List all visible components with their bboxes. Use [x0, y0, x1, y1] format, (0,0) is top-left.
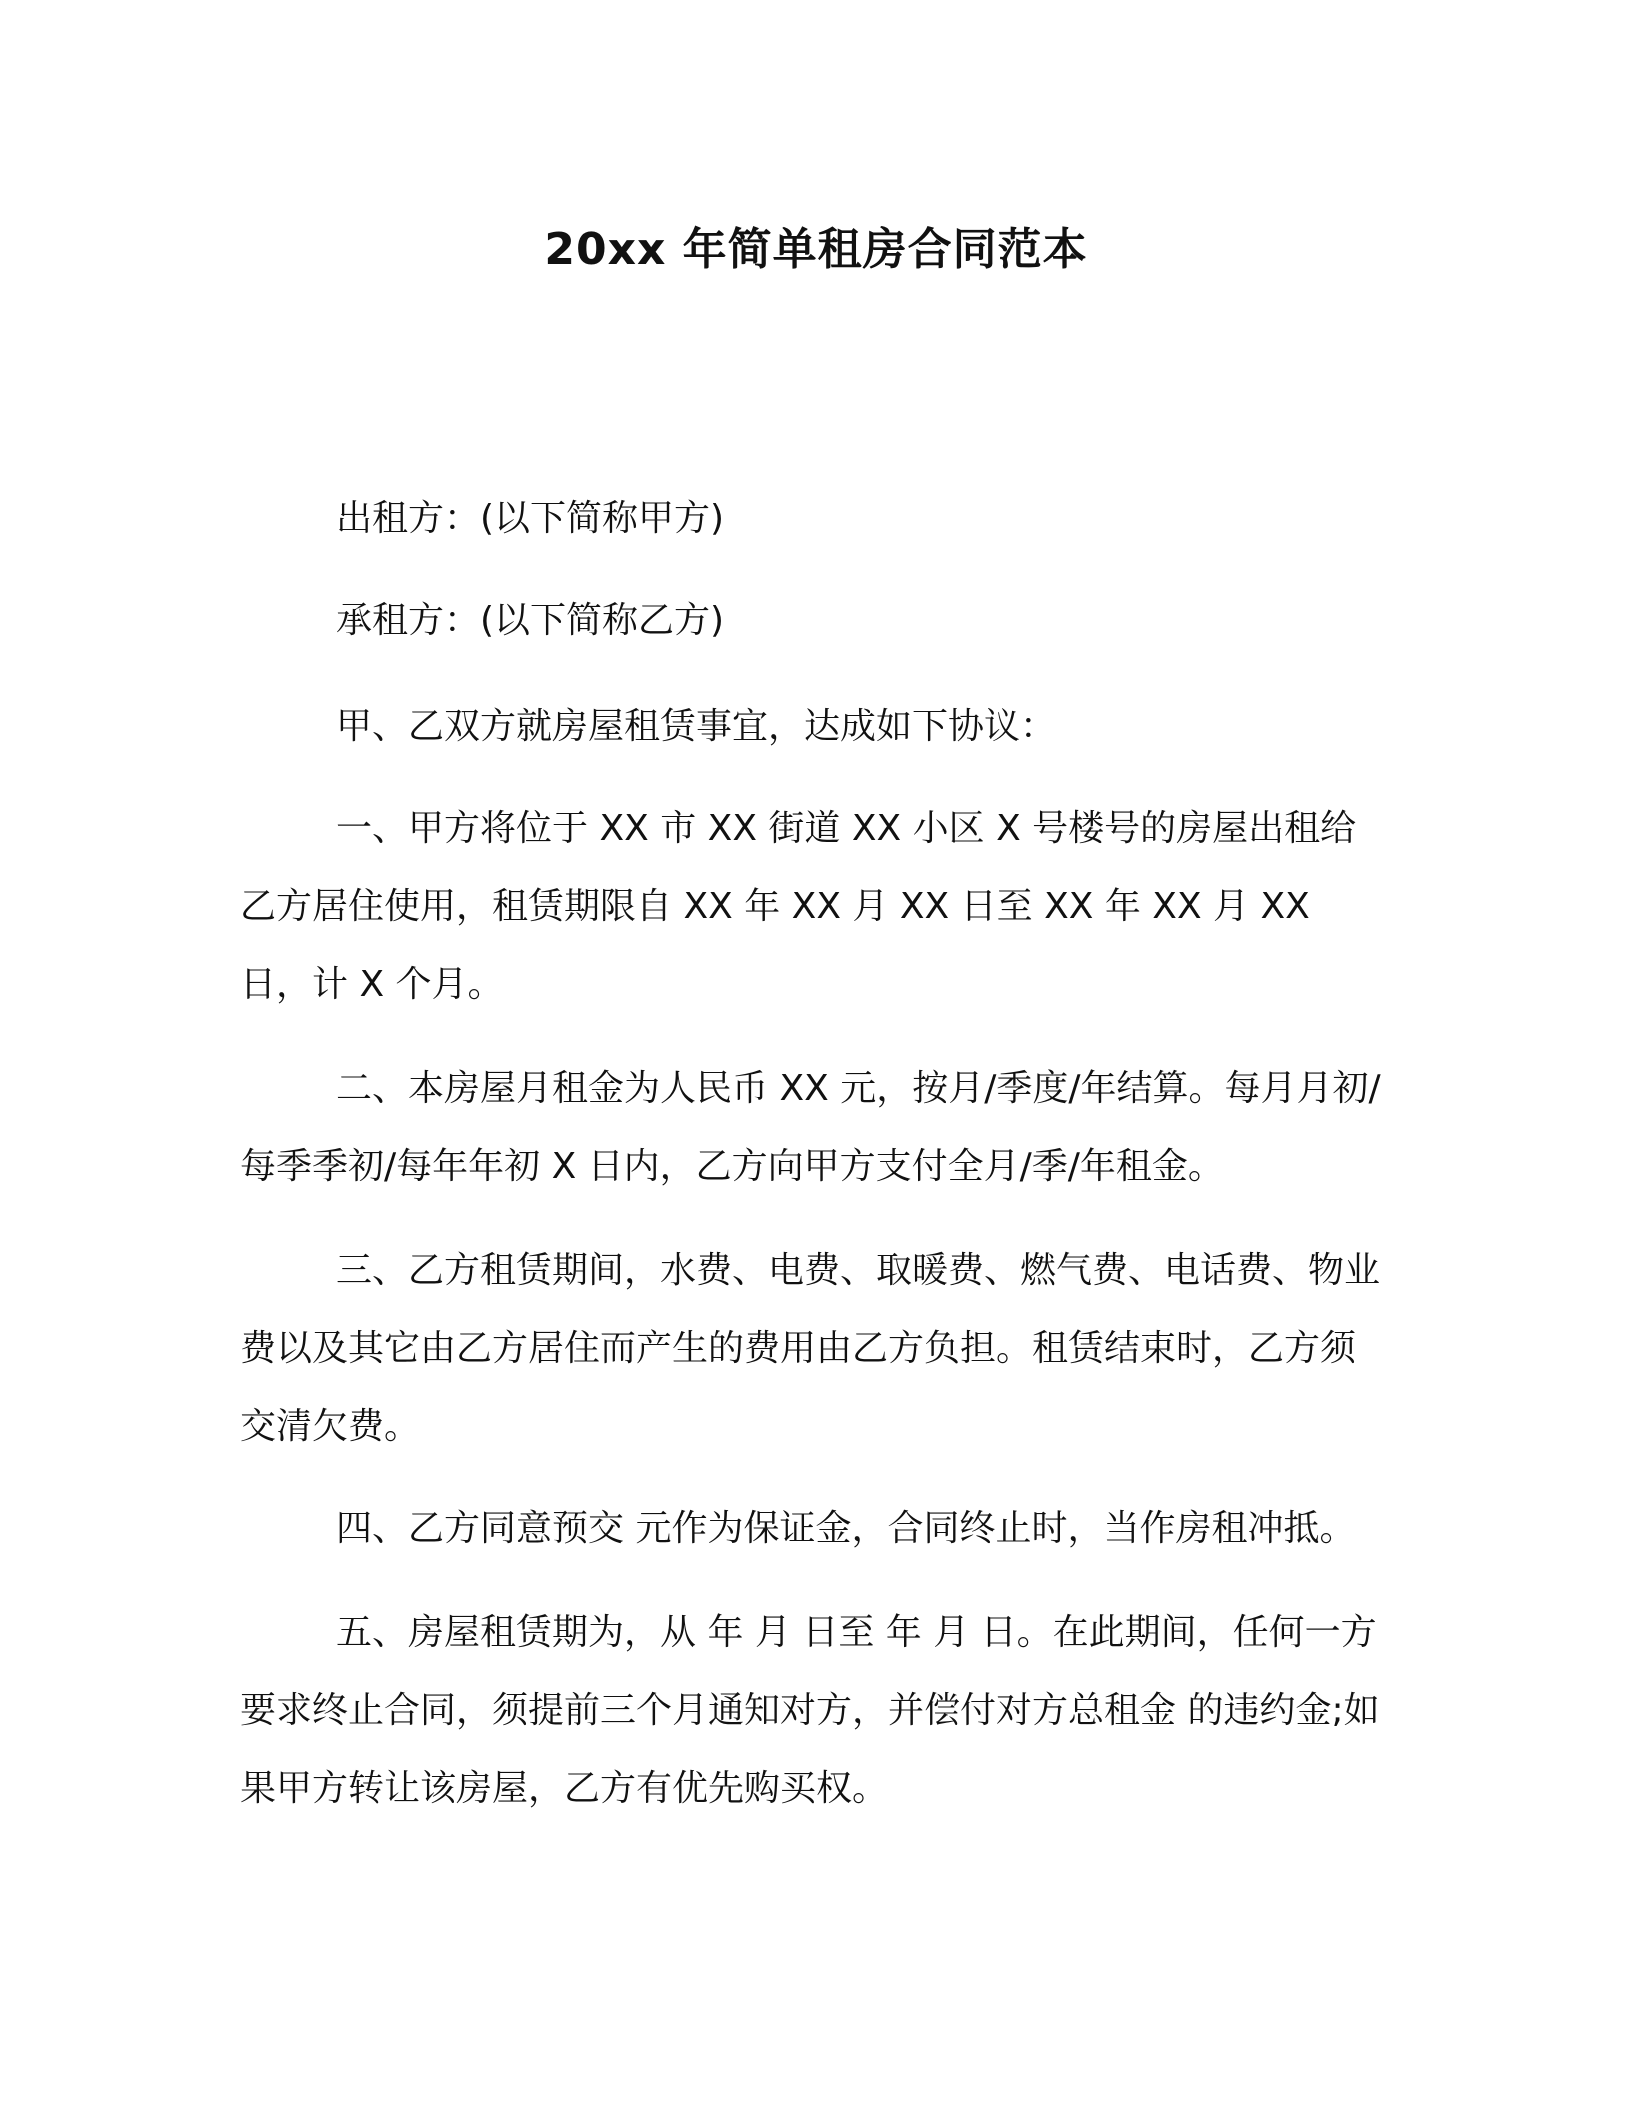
clause-3: 三、乙方租赁期间，水费、电费、取暖费、燃气费、电话费、物业费以及其它由乙方居住而产生的费用由乙方负担。租赁结束时，乙方须交清欠费。 — [240, 1250, 1381, 1447]
intro-line: 甲、乙双方就房屋租赁事宜，达成如下协议： — [336, 706, 1057, 747]
clause-4: 四、乙方同意预交 元作为保证金，合同终止时，当作房租冲抵。 — [336, 1508, 1356, 1549]
clause-2: 二、本房屋月租金为人民币 XX 元，按月/季度/年结算。每月月初/每季季初/每年年初 X 日内，乙方向甲方支付全月/季/年租金。 — [240, 1068, 1381, 1187]
lessee-line: 承租方：(以下简称乙方) — [336, 600, 725, 641]
clause-5: 五、房屋租赁期为，从 年 月 日至 年 月 日。在此期间，任何一方要求终止合同，须提前三个月通知对方，并偿付对方总租金 的违约金;如果甲方转让该房屋，乙方有优先购买权。 — [240, 1612, 1380, 1809]
clause-1: 一、甲方将位于 XX 市 XX 街道 XX 小区 X 号楼号的房屋出租给乙方居住使用，租赁期限自 XX 年 XX 月 XX 日至 XX 年 XX 月 XX 日，计 X 个月。 — [240, 808, 1357, 1005]
document-title: 20xx 年简单租房合同范本 — [544, 224, 1088, 275]
lessor-line: 出租方：(以下简称甲方) — [336, 498, 725, 539]
